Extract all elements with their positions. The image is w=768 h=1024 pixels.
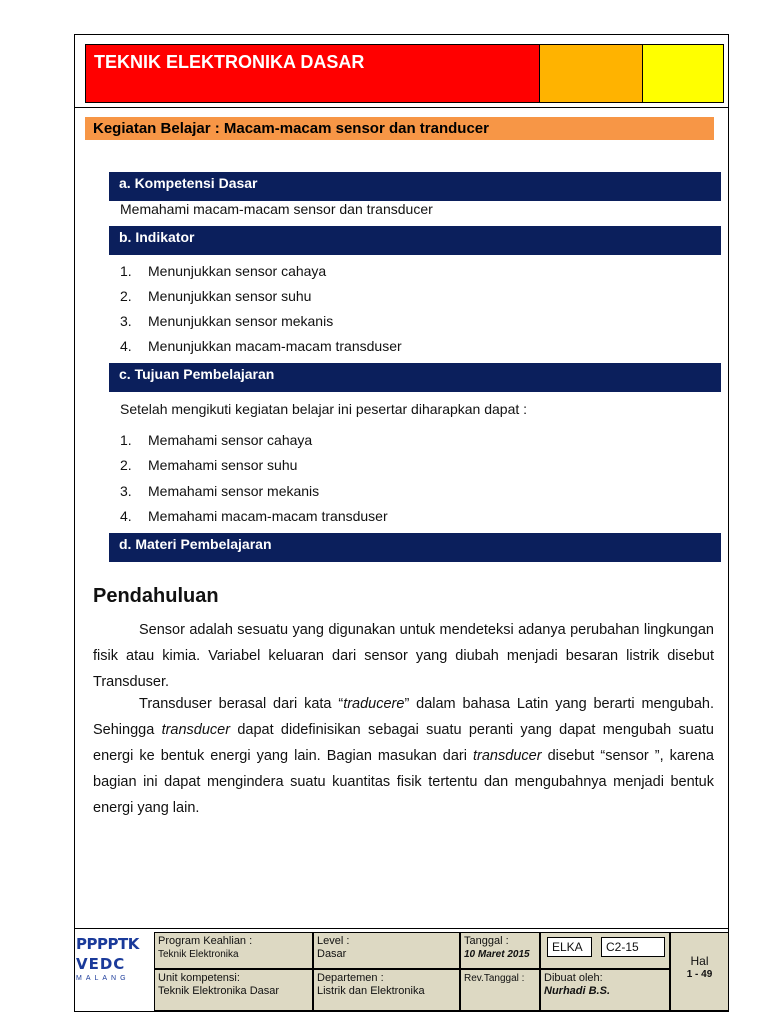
paragraph-1: Sensor adalah sesuatu yang digunakan untuk mendeteksi adanya perubahan lingkungan fisik atau kimia. Variabel keluaran dari sensor yang diubah menjadi besaran listrik disebut Transduser. xyxy=(93,622,714,690)
title-bar xyxy=(85,44,724,103)
list-number: 2. xyxy=(120,288,132,304)
list-item: Memahami sensor mekanis xyxy=(148,483,320,499)
code-c2: C2-15 xyxy=(601,937,665,957)
list-item: Menunjukkan sensor cahaya xyxy=(148,263,327,279)
rev-cell: Rev.Tanggal : xyxy=(460,969,540,1011)
content-heading: Pendahuluan xyxy=(93,585,219,607)
list-item: Memahami sensor suhu xyxy=(148,457,298,473)
title-yellow-block xyxy=(642,45,723,102)
tanggal-cell: Tanggal : 10 Maret 2015 xyxy=(460,932,540,969)
section-a-text: Memahami macam-macam sensor dan transducer xyxy=(120,201,433,217)
dibuat-cell: Dibuat oleh: Nurhadi B.S. xyxy=(540,969,670,1011)
section-c-header: c. Tujuan Pembelajaran xyxy=(109,363,721,392)
section-d-header: d. Materi Pembelajaran xyxy=(109,533,721,562)
list-number: 3. xyxy=(120,483,132,499)
list-number: 4. xyxy=(120,338,132,354)
list-number: 4. xyxy=(120,508,132,524)
list-item: Memahami sensor cahaya xyxy=(148,432,313,448)
list-item: Menunjukkan macam-macam transduser xyxy=(148,338,402,354)
footer xyxy=(74,928,729,1013)
program-cell: Program Keahlian : Teknik Elektronika xyxy=(154,932,313,969)
title-orange-block xyxy=(539,45,642,102)
list-item: Menunjukkan sensor suhu xyxy=(148,288,312,304)
header-divider xyxy=(74,107,729,108)
list-number: 1. xyxy=(120,263,132,279)
section-a-header: a. Kompetensi Dasar xyxy=(109,172,721,201)
paragraph-2: Transduser berasal dari kata “traducere” dalam bahasa Latin yang berarti mengubah. Sehingga transducer dapat didefinisikan sebagai suatu peranti yang dapat mengubah suatu energi ke bentuk energi yang lain. Bagian masukan dari transducer disebut “sensor ”, karena bagian ini dapat mengindera suatu kuantitas fisik tertentu dan mengubahnya menjadi bentuk energi yang lain. xyxy=(93,696,714,816)
list-number: 3. xyxy=(120,313,132,329)
unit-cell: Unit kompetensi: Teknik Elektronika Dasar xyxy=(154,969,313,1011)
page-title: TEKNIK ELEKTRONIKA DASAR xyxy=(86,45,539,102)
list-item: Memahami macam-macam transduser xyxy=(148,508,388,524)
code-elka: ELKA xyxy=(547,937,592,957)
level-cell: Level : Dasar xyxy=(313,932,460,969)
section-c-intro: Setelah mengikuti kegiatan belajar ini pesertar diharapkan dapat : xyxy=(120,401,528,417)
list-number: 1. xyxy=(120,432,132,448)
dept-cell: Departemen : Listrik dan Elektronika xyxy=(313,969,460,1011)
vedc-logo: PPPPTK VEDC MALANG xyxy=(76,935,139,982)
list-item: Menunjukkan sensor mekanis xyxy=(148,313,334,329)
section-b-header: b. Indikator xyxy=(109,226,721,255)
list-number: 2. xyxy=(120,457,132,473)
hal-cell: Hal 1 - 49 xyxy=(670,932,729,1011)
kegiatan-bar: Kegiatan Belajar : Macam-macam sensor dan tranducer xyxy=(85,117,714,140)
